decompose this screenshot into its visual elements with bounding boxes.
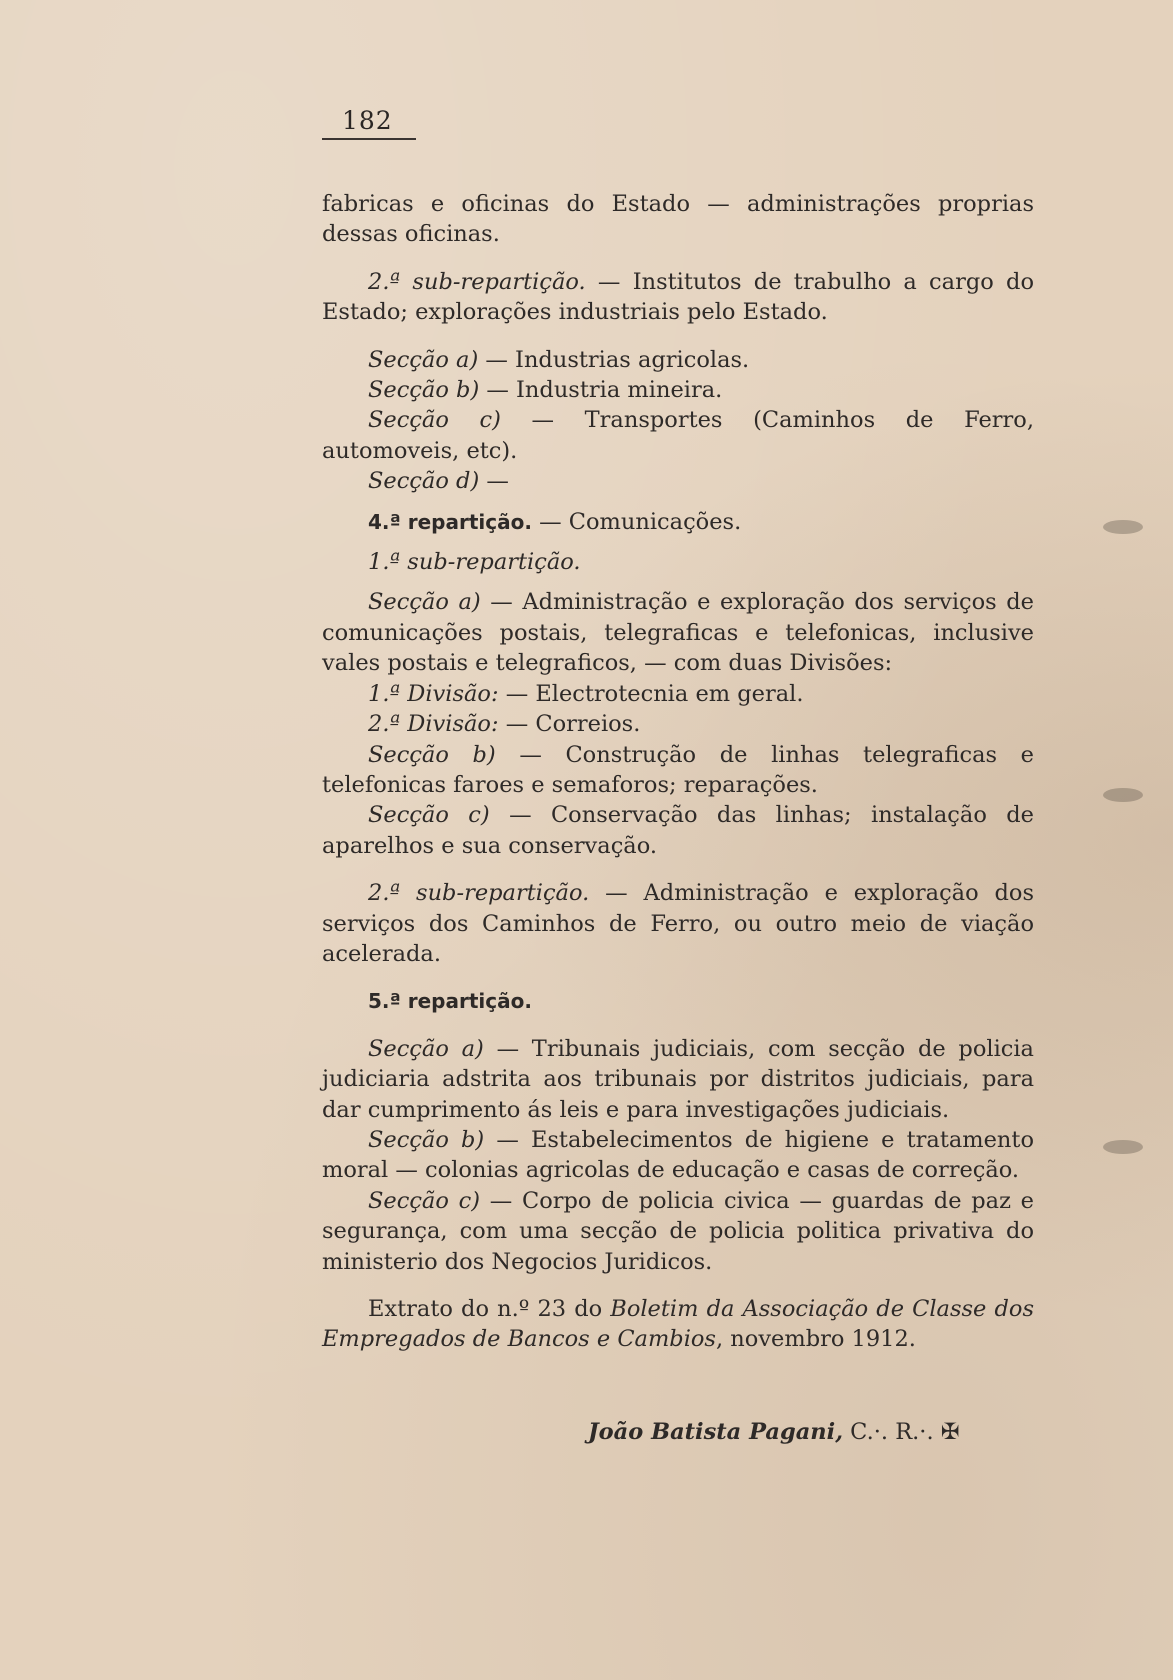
- page-edge-stain: [1103, 520, 1143, 534]
- paragraph-continuation: fabricas e oficinas do Estado — administrações proprias dessas oficinas.: [322, 191, 1034, 248]
- section-4b-paragraph: Secção b) — Construção de linhas telegraficas e telefonicas faroes e semaforos; reparações.: [322, 741, 1034, 798]
- signature: [588, 1419, 960, 1445]
- extract-citation: Extrato do n.º 23 do Boletim da Associação de Classe dos Empregados de Bancos e Cambios, novembro 1912.: [322, 1296, 1034, 1353]
- signature-title: C.·. R.·. ✠: [843, 1419, 960, 1445]
- section-5a-paragraph: Secção a) — Tribunais judiciais, com secção de policia judiciaria adstrita aos tribunais por distritos judiciais, para dar cumprimento ás leis e para investigações judiciais.: [322, 1035, 1034, 1123]
- page-edge-stain: [1103, 1140, 1143, 1154]
- section-a-line: Secção a) — Industrias agricolas.: [368, 346, 750, 373]
- signature-name: João Batista Pagani,: [588, 1419, 844, 1445]
- bulletin-title: Boletim da Associação de Classe dos Empregados de Bancos e Cambios: [322, 1296, 1034, 1353]
- document-page: [322, 0, 1034, 1680]
- document-body: [322, 189, 1034, 1355]
- sub-repartition-1-heading: 1.ª sub-repartição.: [368, 549, 581, 576]
- repartition-4-heading: 4.ª repartição. — Comunicações.: [368, 508, 742, 535]
- page-number: 182: [342, 106, 393, 135]
- section-5c-paragraph: Secção c) — Corpo de policia civica — guardas de paz e segurança, com uma secção de policia politica privativa do ministerio dos Negocios Juridicos.: [322, 1187, 1034, 1275]
- division-1-line: 1.ª Divisão: — Electrotecnia em geral.: [368, 680, 804, 707]
- section-4a-paragraph: Secção a) — Administração e exploração dos serviços de comunicações postais, telegraficas e telefonicas, inclusive vales postais e telegraficos, — com duas Divisões:: [322, 589, 1034, 677]
- section-d-line: Secção d) —: [368, 468, 509, 495]
- section-c-line: Secção c) — Transportes (Caminhos de Ferro, automoveis, etc).: [322, 407, 1034, 464]
- page-number-underline: [322, 138, 416, 140]
- sub-repartition-2b-paragraph: 2.ª sub-repartição. — Administração e exploração dos serviços dos Caminhos de Ferro, ou outro meio de viação acelerada.: [322, 880, 1034, 967]
- section-4c-paragraph: Secção c) — Conservação das linhas; instalação de aparelhos e sua conservação.: [322, 802, 1034, 859]
- sub-repartition-label: 2.ª sub-repartição.: [368, 268, 586, 295]
- section-b-line: Secção b) — Industria mineira.: [368, 377, 723, 404]
- repartition-5-heading: 5.ª repartição.: [368, 989, 532, 1014]
- division-2-line: 2.ª Divisão: — Correios.: [368, 711, 641, 738]
- section-5b-paragraph: Secção b) — Estabelecimentos de higiene e tratamento moral — colonias agricolas de educação e casas de correção.: [322, 1126, 1034, 1184]
- paragraph-sub-repartition-2: 2.ª sub-repartição. — Institutos de trabulho a cargo do Estado; explorações industriais pelo Estado.: [322, 268, 1034, 326]
- page-edge-stain: [1103, 788, 1143, 802]
